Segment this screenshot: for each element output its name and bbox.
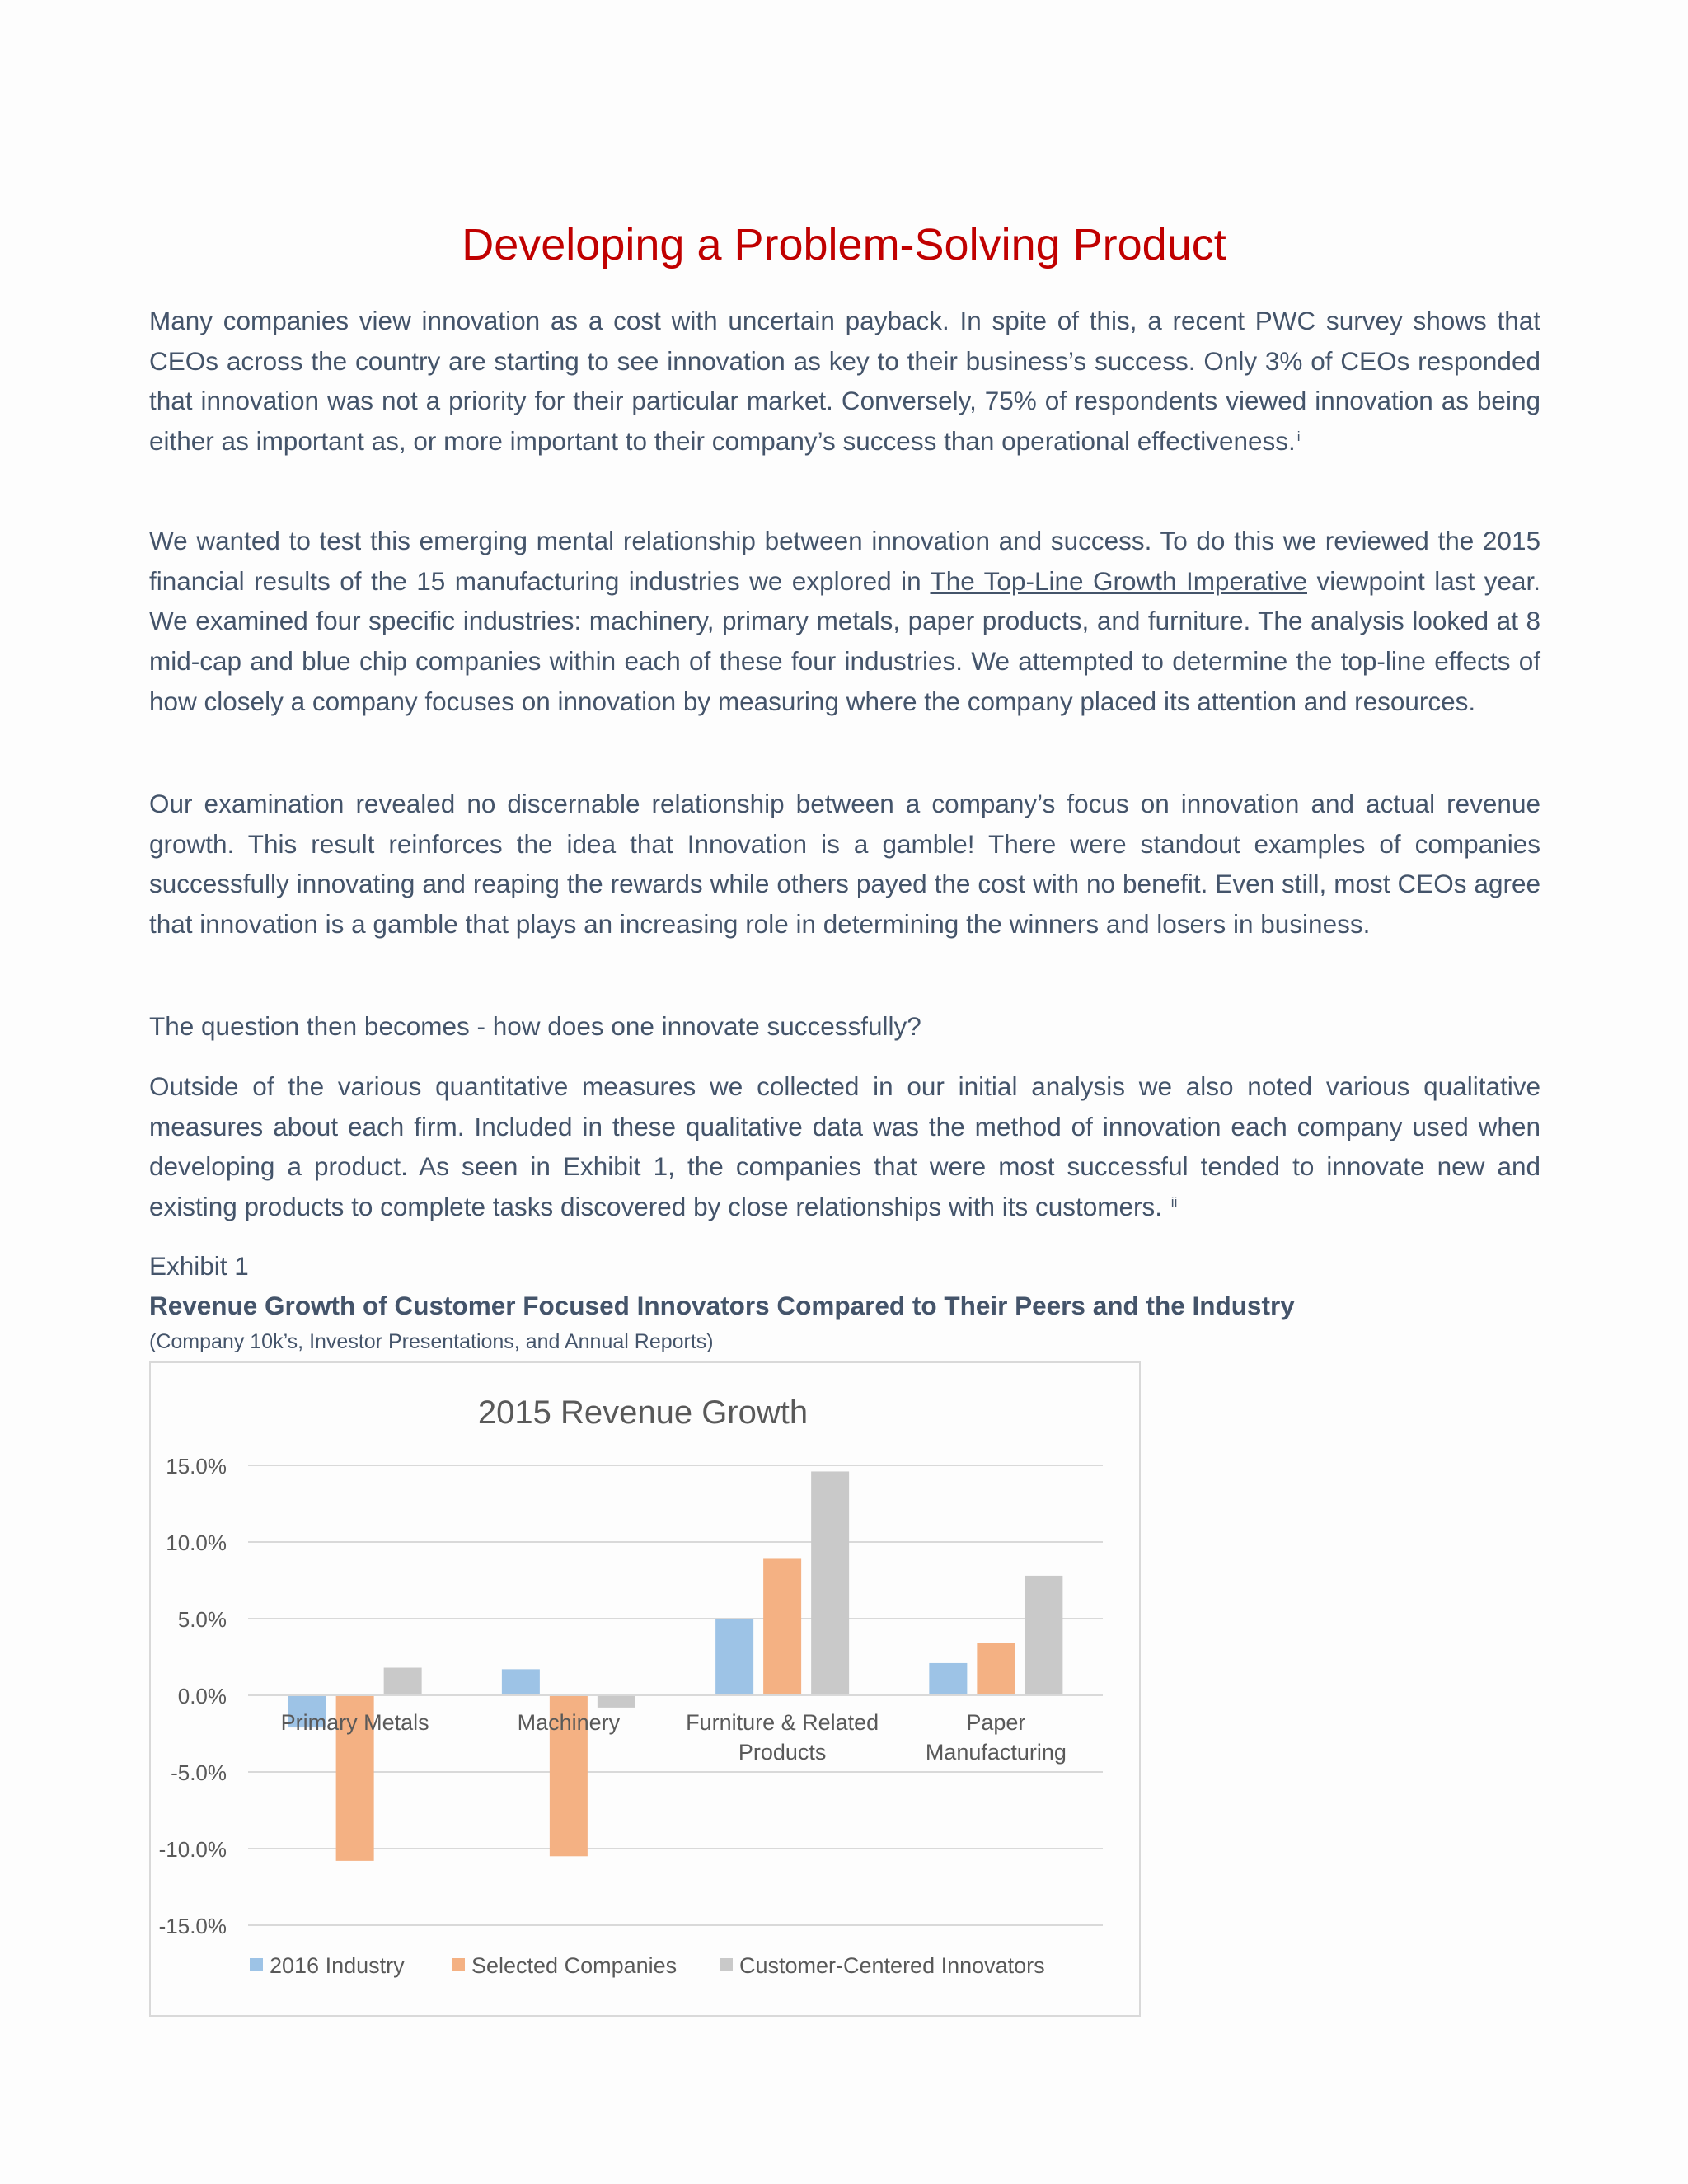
- revenue-growth-chart: [151, 1363, 1139, 2015]
- legend-label: 2016 Industry: [270, 1953, 405, 1978]
- paragraph-4-text: The question then becomes - how does one innovate successfully?: [149, 1011, 921, 1041]
- bar-customer-centered-innovators: [384, 1668, 422, 1695]
- bar-selected-companies: [977, 1643, 1015, 1695]
- x-tick-label: Products: [738, 1740, 827, 1765]
- page-title: Developing a Problem-Solving Product: [462, 220, 1226, 269]
- paragraph-3: [149, 784, 1540, 944]
- x-tick-label: Primary Metals: [280, 1710, 429, 1735]
- legend-swatch: [250, 1958, 263, 1971]
- y-tick-label: -15.0%: [158, 1914, 227, 1938]
- bar-2016-industry: [929, 1663, 967, 1695]
- paragraph-3-text: Our examination revealed no discernable relationship between a company’s focus on innovation and actual revenue growth. This result reinforces the idea that Innovation is a gamble! There were standout examples of companies successfully innovating and reaping the rewards while others payed the cost with no benefit. Even still, most CEOs agree that innovation is a gamble that plays an increasing role in determining the winners and losers in business.: [149, 789, 1540, 940]
- y-tick-label: 0.0%: [177, 1684, 227, 1708]
- top-line-growth-link[interactable]: The Top-Line Growth Imperative: [930, 565, 1307, 596]
- exhibit-source: (Company 10k’s, Investor Presentations, and Annual Reports): [149, 1330, 714, 1353]
- y-tick-label: 5.0%: [177, 1607, 227, 1632]
- chart-title: 2015 Revenue Growth: [477, 1394, 809, 1431]
- legend-label: Selected Companies: [471, 1953, 678, 1978]
- legend-swatch: [720, 1958, 733, 1971]
- y-tick-label: -5.0%: [171, 1760, 227, 1785]
- paragraph-2: [149, 521, 1540, 722]
- bar-2016-industry: [502, 1669, 540, 1695]
- x-tick-label: Manufacturing: [925, 1740, 1067, 1765]
- paragraph-1-text: Many companies view innovation as a cost with uncertain payback. In spite of this, a recent PWC survey shows that CEOs across the country are starting to see innovation as key to their business’s success. Only 3% of CEOs responded that innovation was not a priority for their particular market. Conversely, 75% of respondents viewed innovation as being either as important as, or more important to their company’s success than operational effectiveness.: [149, 306, 1540, 457]
- x-tick-label: Machinery: [517, 1710, 621, 1735]
- x-tick-label: Paper: [966, 1710, 1026, 1735]
- legend-label: Customer-Centered Innovators: [739, 1953, 1045, 1978]
- paragraph-5: [149, 1066, 1540, 1227]
- paragraph-2-text-b: viewpoint last year. We examined four specific industries: machinery, primary metals, paper products, and furniture. The analysis looked at 8 mid-cap and blue chip companies within each of these four industries. We attempted to determine the top-line effects of how closely a company focuses on innovation by measuring where the company placed its attention and resources.: [149, 565, 1541, 716]
- bar-customer-centered-innovators: [598, 1695, 635, 1708]
- paragraph-2-text-a: We wanted to test this emerging mental relationship between innovation and success. To do this we reviewed the 2015 financial results of the 15 manufacturing industries we explored in: [149, 526, 1540, 596]
- footnote-marker: i: [1296, 428, 1301, 444]
- legend-swatch: [452, 1958, 465, 1971]
- bar-selected-companies: [763, 1558, 801, 1695]
- y-tick-label: 15.0%: [166, 1454, 227, 1479]
- y-tick-label: -10.0%: [158, 1837, 227, 1862]
- paragraph-1: [149, 301, 1540, 462]
- x-tick-label: Furniture & Related: [686, 1710, 879, 1735]
- bar-2016-industry: [715, 1619, 753, 1695]
- bar-customer-centered-innovators: [811, 1471, 849, 1695]
- footnote-marker: ii: [1170, 1193, 1178, 1210]
- chart-frame: [149, 1361, 1141, 2017]
- paragraph-4: [149, 1006, 1540, 1047]
- y-tick-label: 10.0%: [166, 1530, 227, 1555]
- bar-customer-centered-innovators: [1025, 1576, 1062, 1695]
- exhibit-label: Exhibit 1: [149, 1251, 249, 1281]
- paragraph-5-text: Outside of the various quantitative measures we collected in our initial analysis we also noted various qualitative measures about each firm. Included in these qualitative data was the method of innovation each company used when developing a product. As seen in Exhibit 1, the companies that were most successful tended to innovate new and existing products to complete tasks discovered by close relationships with its customers.: [149, 1071, 1540, 1222]
- exhibit-title: Revenue Growth of Customer Focused Innovators Compared to Their Peers and the Industry: [149, 1291, 1295, 1320]
